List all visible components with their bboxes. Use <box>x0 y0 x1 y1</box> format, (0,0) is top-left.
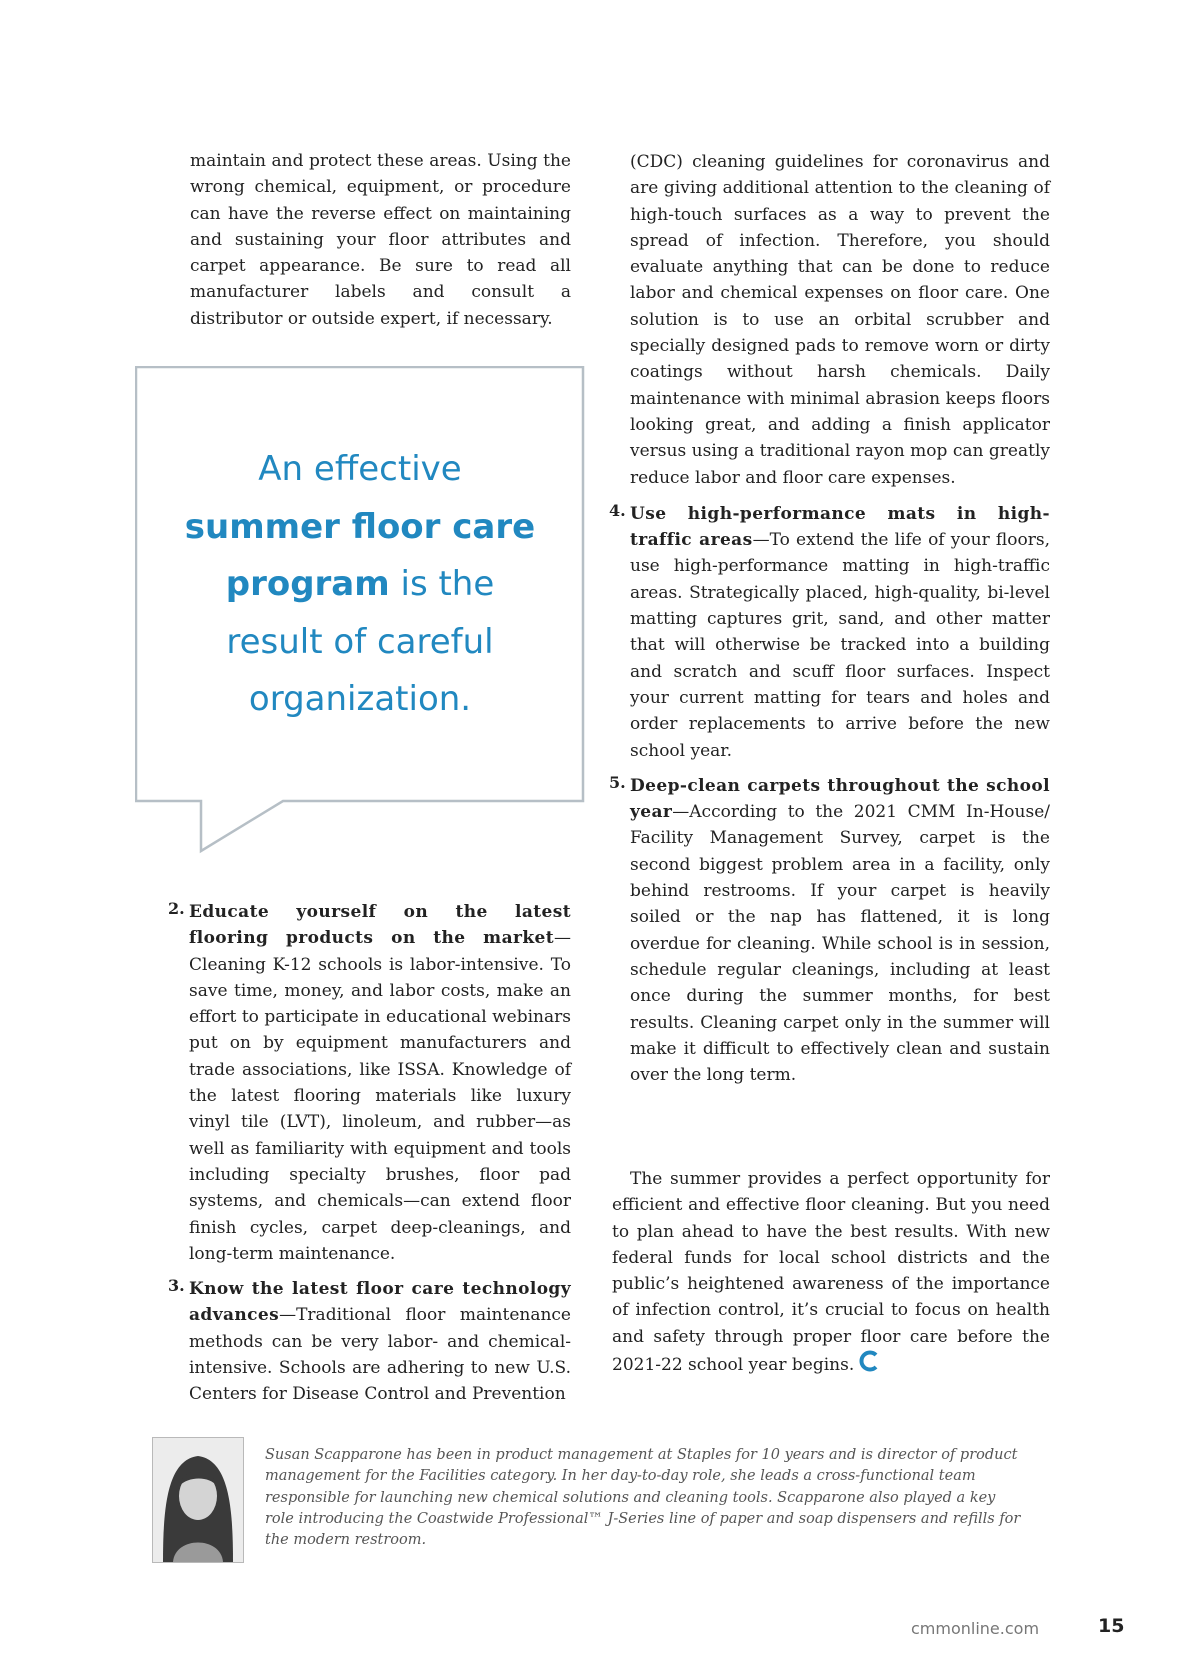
pull-quote-rest-2: result of careful organization. <box>226 621 494 719</box>
list-body: —Cleaning K-12 schools is labor-intensive. To save time, money, and labor costs, make an effort to participate in educational webinars put on by equipment manufacturers and trade associations, like ISSA. Knowledge of the latest flooring materials like luxury vinyl tile (LVT), linoleum, and rubber—as well as familiarity with equipment and tools including specialty brushes, floor pad systems, and chemicals—can extend floor finish cycles, carpet deep-cleanings, and long-term maintenance. <box>189 928 571 1264</box>
cmm-logo-icon <box>858 1350 880 1372</box>
closing-section <box>612 1166 1050 1378</box>
list-item-4 <box>609 501 1050 764</box>
list-number: 4. <box>609 500 626 520</box>
closing-paragraph <box>612 1166 1050 1378</box>
list-item-3 <box>168 1276 571 1407</box>
list-heading: Know the latest floor care technology advances <box>189 1279 571 1326</box>
author-bio: Susan Scapparone has been in product management at Staples for 10 years and is director of product management for the Facilities category. In her day-to-day role, she leads a cross-functional team responsible for launching new chemical solutions and cleaning tools. Scapparone also played a key role introducing the Coastwide Professional™ J-Series line of paper and soap dispensers and refills for the modern restroom. <box>265 1447 1021 1549</box>
closing-text: The summer provides a perfect opportunity for efficient and effective floor cleaning. But you need to plan ahead to have the best results. With new federal funds for local school districts and the public’s heightened awareness of the importance of infection control, it’s crucial to focus on health and safety through proper floor care before the 2021-22 school year begins. <box>612 1169 1050 1376</box>
list-body: —To extend the life of your floors, use high-performance matting in high-traffic areas. Strategically placed, high-quality, bi-level matting captures grit, sand, and other matter that will otherwise be tracked into a building and scratch and scuff floor surfaces. Inspect your current matting for tears and holes and order replacements to arrive before the new school year. <box>630 530 1050 761</box>
list-number: 2. <box>168 899 185 918</box>
author-portrait-icon <box>153 1438 243 1562</box>
list-body: —Traditional floor maintenance methods can be very labor- and chemical-intensive. Schools are adhering to new U.S. Centers for Disease Control and Prevention <box>189 1305 571 1405</box>
pull-quote-bold: summer floor care program <box>184 506 536 604</box>
page-number: 15 <box>1098 1615 1125 1637</box>
list-body: —According to the 2021 CMM In-House/ Facility Management Survey, carpet is the second biggest problem area in a facility, only behind restrooms. If your carpet is heavily soiled or the nap has flattened, it is long overdue for cleaning. While school is in session, schedule regular cleanings, including at least once during the summer months, for best results. Cleaning carpet only in the summer will make it difficult to effectively clean and sustain over the long term. <box>630 802 1050 1086</box>
author-photo <box>152 1437 244 1563</box>
footer-site-link[interactable]: cmmonline.com <box>911 1619 1040 1638</box>
list-item-2 <box>168 899 571 1267</box>
left-column-list <box>168 899 571 1417</box>
list-heading: Deep-clean carpets throughout the school year <box>630 775 1050 823</box>
pull-quote-middle <box>140 499 580 614</box>
list-number: 5. <box>609 772 626 792</box>
pull-quote <box>140 441 580 729</box>
list-heading: Use high-performance mats in high-traffic areas <box>630 503 1050 551</box>
list-item-5 <box>609 773 1050 1089</box>
list-heading: Educate yourself on the latest flooring products on the market <box>189 902 571 949</box>
pull-quote-line-1: An effective <box>258 449 462 489</box>
intro-paragraph: maintain and protect these areas. Using the wrong chemical, equipment, or procedure can have the reverse effect on maintaining and sustaining your floor attributes and carpet appearance. Be sure to read all manufacturer labels and consult a distributor or outside expert, if necessary. <box>190 151 571 329</box>
left-column-intro <box>190 148 571 332</box>
list-number: 3. <box>168 1276 185 1296</box>
right-column <box>609 149 1050 1097</box>
pull-quote-rest-1: is the <box>400 564 495 604</box>
right-continuation-paragraph: (CDC) cleaning guidelines for coronavirus and are giving additional attention to the cleaning of high-touch surfaces as a way to prevent the spread of infection. Therefore, you should evaluate anything that can be done to reduce labor and chemical expenses on floor care. One solution is to use an orbital scrubber and specially designed pads to remove worn or dirty coatings without harsh chemicals. Daily maintenance with minimal abrasion keeps floors looking great, and adding a finish applicator versus using a traditional rayon mop can greatly reduce labor and floor care expenses. <box>630 152 1050 488</box>
